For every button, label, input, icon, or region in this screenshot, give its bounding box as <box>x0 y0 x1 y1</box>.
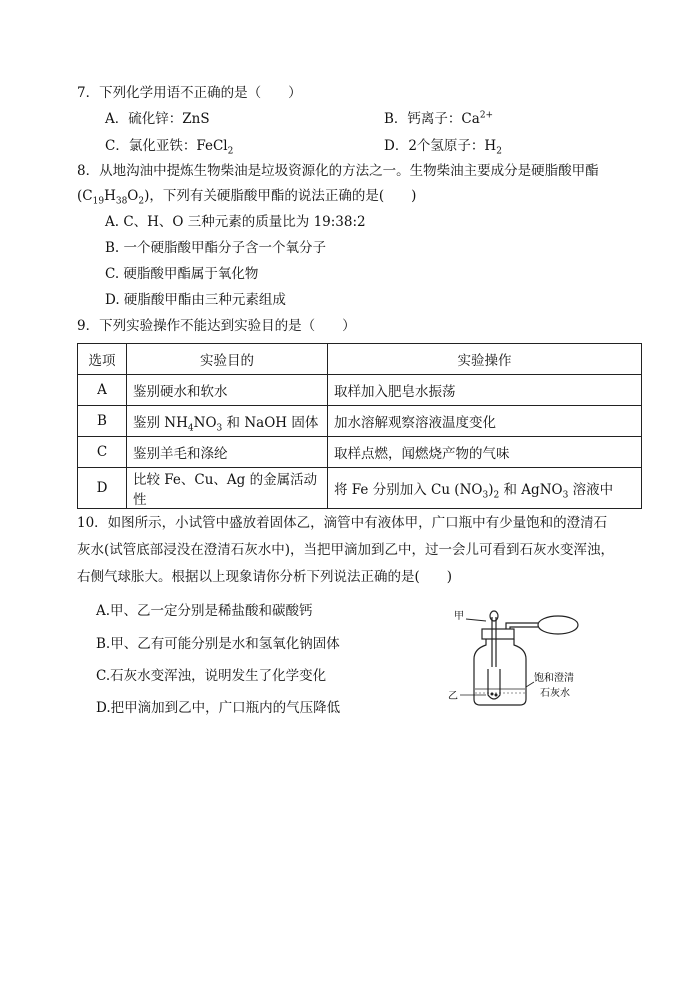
q10-option-a: A.甲、乙一定分别是稀盐酸和碳酸钙 <box>96 603 313 619</box>
q7-option-c: C．氯化亚铁：FeCl$_2$ <box>105 138 234 157</box>
table-header-row <box>78 344 642 375</box>
q8-stem-line2: $(C_{19}H_{38}O_2)$，下列有关硬脂酸甲酯的说法正确的是( ) <box>77 188 417 207</box>
row-goal: 鉴别 $NH_4NO_3$ 和 NaOH 固体 <box>127 406 328 437</box>
q8-stem-line1: 8．从地沟油中提炼生物柴油是垃圾资源化的方法之一。生物柴油主要成分是硬脂酸甲酯 <box>77 163 599 179</box>
label-jia: 甲 <box>454 611 464 622</box>
row-operation: 将 Fe 分别加入 Cu $(NO_3)_2$ 和 AgNO$_3$ 溶液中 <box>328 468 642 509</box>
q7-option-a: A．硫化锌：ZnS <box>105 111 210 127</box>
header-goal: 实验目的 <box>127 344 328 375</box>
q10-option-c: C.石灰水变浑浊，说明发生了化学变化 <box>96 668 327 684</box>
q9-stem: 9．下列实验操作不能达到实验目的是（ ） <box>77 318 356 334</box>
table-row <box>78 406 642 437</box>
row-goal: 比较 Fe、Cu、Ag 的金属活动性 <box>127 468 328 509</box>
row-option: A <box>78 375 127 406</box>
row-operation: 取样加入肥皂水振荡 <box>328 375 642 406</box>
q8-option-d: D. 硬脂酸甲酯由三种元素组成 <box>105 292 286 308</box>
q10-stem-line2: 灰水(试管底部浸没在澄清石灰水中)，当把甲滴加到乙中，过一会儿可看到石灰水变浑浊， <box>77 542 615 558</box>
q8-option-c: C. 硬脂酸甲酯属于氧化物 <box>105 266 259 282</box>
q8-option-a: A. C、H、O 三种元素的质量比为 19:38:2 <box>105 214 366 230</box>
row-option: B <box>78 406 127 437</box>
q10-option-b: B.甲、乙有可能分别是水和氢氧化钠固体 <box>96 636 340 652</box>
row-operation: 取样点燃，闻燃烧产物的气味 <box>328 437 642 468</box>
q8-option-b: B. 一个硬脂酸甲酯分子含一个氧分子 <box>105 240 327 256</box>
row-operation: 加水溶解观察溶液温度变化 <box>328 406 642 437</box>
q7-option-d: D．2个氢原子：$H_2$ <box>384 138 502 157</box>
q9-table <box>77 343 642 509</box>
q10-option-d: D.把甲滴加到乙中，广口瓶内的气压降低 <box>96 700 341 716</box>
header-operation: 实验操作 <box>328 344 642 375</box>
q10-stem-line3: 右侧气球胀大。根据以上现象请你分析下列说法正确的是( ) <box>77 569 453 585</box>
q10-stem-line1: 10．如图所示，小试管中盛放着固体乙，滴管中有液体甲，广口瓶中有少量饱和的澄清石 <box>77 515 608 531</box>
table-row <box>78 468 642 509</box>
q7-stem: 7．下列化学用语不正确的是（ ） <box>77 85 302 101</box>
label-yi: 乙 <box>448 691 458 702</box>
row-goal: 鉴别硬水和软水 <box>127 375 328 406</box>
q7-option-b: B．钙离子：$Ca^{2+}$ <box>384 110 494 127</box>
label-solution-2: 石灰水 <box>540 688 570 699</box>
row-option: D <box>78 468 127 509</box>
apparatus-figure <box>446 607 596 722</box>
label-solution-1: 饱和澄清 <box>534 673 574 684</box>
row-goal: 鉴别羊毛和涤纶 <box>127 437 328 468</box>
row-option: C <box>78 437 127 468</box>
apparatus-drawing <box>446 607 596 722</box>
header-option: 选项 <box>78 344 127 375</box>
table-row <box>78 437 642 468</box>
table-row <box>78 375 642 406</box>
